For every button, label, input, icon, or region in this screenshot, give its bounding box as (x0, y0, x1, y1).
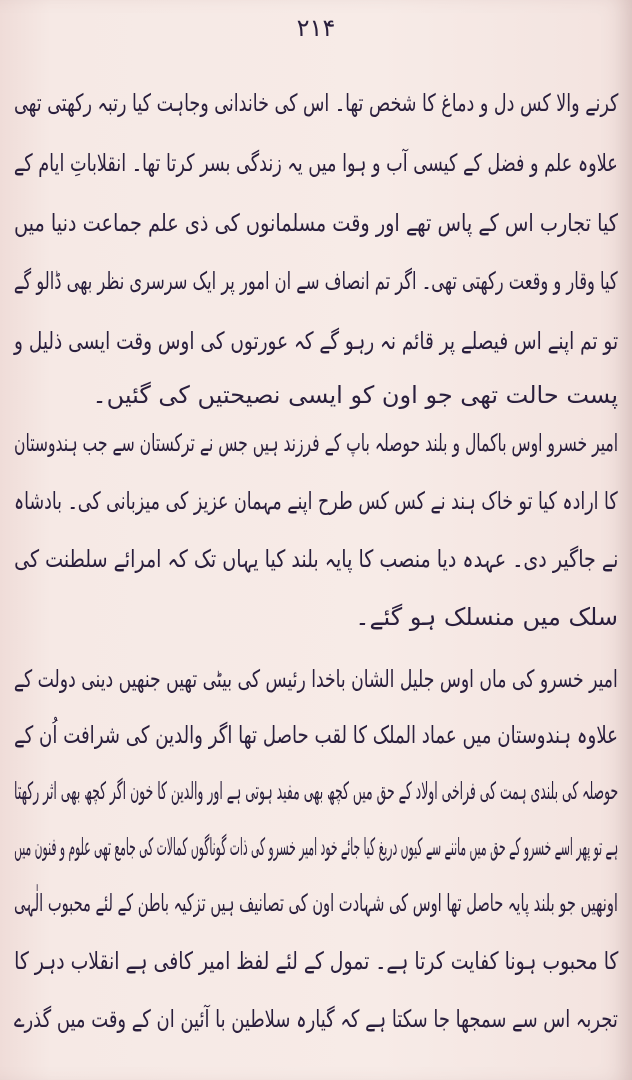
text-line: ہے تو پھر اسے خسرو کے حق میں ماننے سے کیوں دریغ کیا جائے خود امیر خسرو کی ذات گوناگوں کمالات کی جامع تھی علوم و فنون میں (13, 833, 618, 861)
text-line: علاوہ علم و فضل کے کیسی آب و ہوا میں یہ زندگی بسر کرتا تھا۔ انقلاباتِ ایام کے (14, 149, 618, 177)
text-line: سلک میں منسلک ہو گئے۔ (355, 603, 618, 631)
text-line: امیر خسرو اوس باکمال و بلند حوصلہ باپ کے فرزند ہیں جس نے ترکستان سے جب ہندوستان (13, 429, 618, 457)
text-line: کا ارادہ کیا تو خاک ہند نے کس کس طرح اپنے مہمان عزیز کی میزبانی کی۔ بادشاہ (14, 487, 618, 515)
text-line: حوصلہ کی بلندی ہمت کی فراخی اولاد کے حق میں کچھ بھی مفید ہوتی ہے اور والدین کا خون اگر کچھ بھی اثر رکھتا (13, 777, 618, 805)
text-line: کیا تجارب اس کے پاس تھے اور وقت مسلمانوں کی ذی علم جماعت دنیا میں (14, 209, 618, 237)
text-line: نے جاگیر دی۔ عہدہ دیا منصب کا پایہ بلند کیا یہاں تک کہ امرائے سلطنت کی (13, 545, 618, 573)
text-line: تو تم اپنے اس فیصلے پر قائم نہ رہو گے کہ عورتوں کی اوس وقت ایسی ذلیل و (13, 327, 618, 355)
text-line: امیر خسرو کی ماں اوس جلیل الشان باخدا رئیس کی بیٹی تھیں جنھیں دینی دولت کے (14, 665, 618, 693)
text-line: کیا وقار و وقعت رکھتی تھی۔ اگر تم انصاف سے ان امور پر ایک سرسری نظر بھی ڈالو گے (14, 267, 618, 295)
page-number: ۲۱۴ (296, 14, 336, 42)
text-line: تجربہ اس سے سمجھا جا سکتا ہے کہ گیارہ سلاطین با آئین ان کے وقت میں گذرے (14, 1005, 618, 1033)
text-line: علاوہ ہندوستان میں عماد الملک کا لقب حاصل تھا اگر والدین کی شرافت اُن کے (14, 721, 618, 749)
text-line: کرنے والا کس دل و دماغ کا شخص تھا۔ اس کی خاندانی وجاہت کیا رتبہ رکھتی تھی (13, 89, 618, 117)
text-line: پست حالت تھی جو اون کو ایسی نصیحتیں کی گئیں۔ (92, 381, 618, 409)
text-line: کا محبوب ہونا کفایت کرتا ہے۔ تمول کے لئے لفظ امیر کافی ہے انقلاب دہر کا (13, 947, 618, 975)
text-line: اونھیں جو بلند پایہ حاصل تھا اوس کی شہادت اون کی تصانیف ہیں تزکیہ باطن کے لئے محبوب الٰہی (13, 889, 618, 917)
